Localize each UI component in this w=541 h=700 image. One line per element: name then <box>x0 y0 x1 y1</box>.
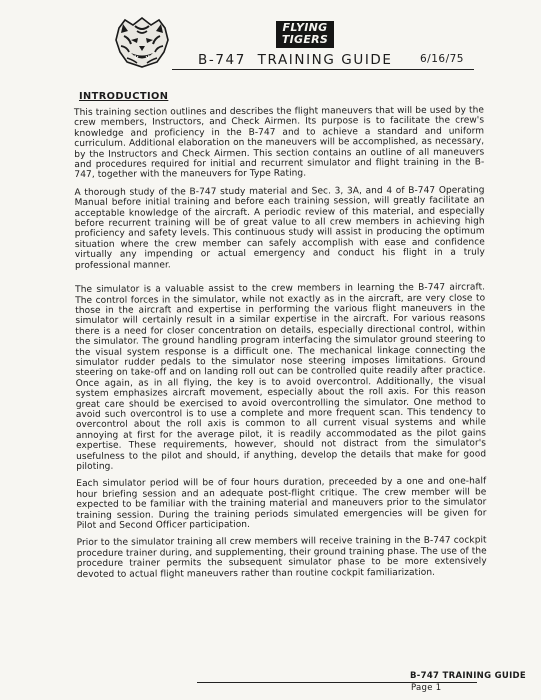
body-text <box>74 105 487 587</box>
guide-date: 6/16/75 <box>420 53 464 65</box>
paragraph-4: Each simulator period will be of four hours duration, preceeded by a one and one-half hour briefing session and an adequate post-flight critique. The crew member will be expected to be familiar with the training material and maneuvers prior to the simulator training session. During the training periods simulated emergencies will be given for Pilot and Second Officer participation. <box>76 476 487 532</box>
brand-line-1: FLYING <box>282 21 328 34</box>
header-divider <box>172 69 474 70</box>
paragraph-3: The simulator is a valuable assist to the crew members in learning the B-747 aircraft. The control forces in the simulator, while not exactly as in the aircraft, are very close to those in the aircraft and expertise in performing the various flight maneuvers in the simulator will certainly result in a similar expertise in the aircraft. For various reasons there is a need for closer concentration on details, especially directional control, within the simulator. The ground handling program interfacing the simulator ground steering to the visual system response is a difficult one. The mechanical linkage connecting the simulator rudder pedals to the simulator nose steering imposes limitations. Ground steering on take-off and on landing roll out can be controlled quite readily after practice. Once again, as in all flying, the key is to avoid overcontrol. Additionally, the visual system emphasizes aircraft movement, especially about the roll axis. For this reason great care should be exercised to avoid overcontrolling the simulator. One method to avoid such overcontrol is to use a complete and more frequent scan. This tendency to overcontrol about the roll axis is common to all current visual systems and while annoying at first for the average pilot, it is readily accommodated as the pilot gains expertise. These requirements, however, should not distract from the simulator's usefulness to the pilot and should, if anything, develop the details that make for good piloting. <box>75 282 487 472</box>
section-heading: INTRODUCTION <box>79 91 169 102</box>
page-number: Page 1 <box>411 683 442 693</box>
guide-title: B-747 TRAINING GUIDE <box>198 52 393 68</box>
paragraph-2: A thorough study of the B-747 study material and Sec. 3, 3A, and 4 of B-747 Operating Manual before initial training and before each training session, will greatly facilitate an acceptable knowledge of the aircraft. A periodic review of this material, and especially before recurrent training will be of great value to all crew members in achieving high proficiency and safety levels. This continuous study will assist in producing the optimum situation where the crew member can safely accomplish with ease and confidence virtually any impending or actual emergency and conduct his flight in a truly professional manner. <box>74 185 485 271</box>
paragraph-5: Prior to the simulator training all crew members will receive training in the B-747 cockpit procedure trainer during, and supplementing, their ground training phase. The use of the procedure trainer permits the subsequent simulator phase to be more extensively devoted to actual flight maneuvers rather than routine cockpit familiarization. <box>76 535 487 580</box>
tiger-head-icon <box>113 16 171 68</box>
footer-title: B-747 TRAINING GUIDE <box>410 671 527 681</box>
paragraph-1: This training section outlines and describes the flight maneuvers that will be used by the crew members, Instructors, and Check Airmen. Its purpose is to facilitate the crew's knowledge and proficiency in the B-747 and to achieve a standard and uniform curriculum. Additional elaboration on the maneuvers will be accomplished, as necessary, by the Instructors and Check Airmen. This section contains an outline of all maneuvers and procedures required for initial and recurrent simulator and flight training in the B-747, together with the maneuvers for Type Rating. <box>74 105 485 181</box>
brand-line-2: TIGERS <box>281 33 329 46</box>
brand-logo <box>276 21 334 48</box>
